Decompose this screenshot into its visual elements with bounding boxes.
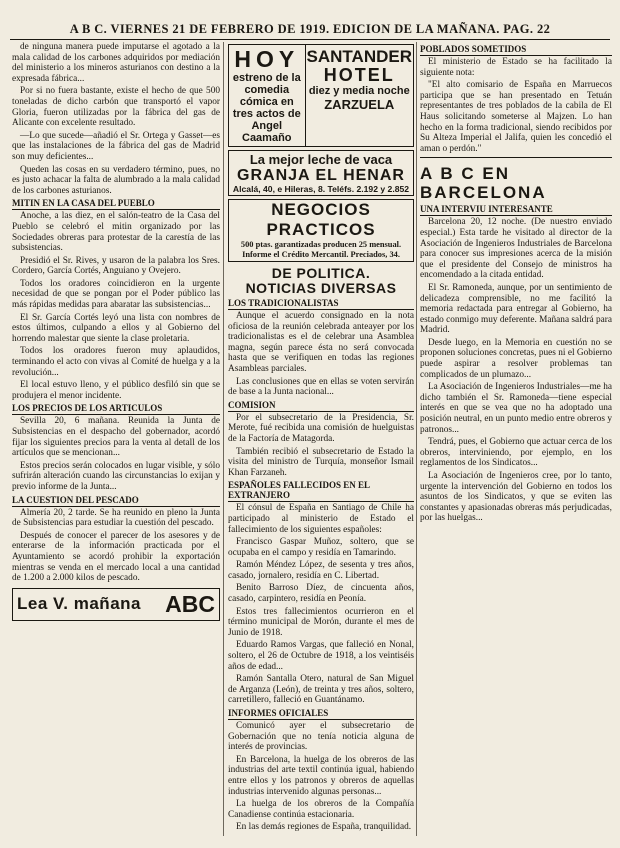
business-ad-text: 500 ptas. garantizadas producen 25 mensual. Informe el Crédito Mercantil. Preciados, 34. bbox=[240, 240, 402, 259]
column-2 bbox=[228, 42, 414, 838]
column-divider bbox=[223, 42, 224, 836]
business-ad-title: NEGOCIOS PRACTICOS bbox=[266, 200, 376, 239]
section-heading: INFORMES OFICIALES bbox=[228, 708, 414, 720]
paragraph: El ministerio de Estado se ha facilitado la siguiente nota: bbox=[420, 57, 612, 78]
milk-ad bbox=[228, 150, 414, 196]
milk-ad-address: Alcalá, 40, e Hileras, 8. Teléfs. 2.192 y 2.852 bbox=[232, 184, 410, 194]
paragraph: El cónsul de España en Santiago de Chile ha participado al ministerio de Estado el fallecimiento de los siguientes españoles: bbox=[228, 503, 414, 535]
paragraph: En las demás regiones de España, tranquilidad. bbox=[236, 822, 412, 833]
column-divider bbox=[416, 42, 417, 836]
hoy-title: HOY bbox=[234, 46, 300, 72]
hotel-title: HOTEL bbox=[323, 65, 395, 85]
paragraph: Queden las cosas en su verdadero término, pues, no es justo achacar la falta de alumbrado a la mala calidad de los carbones asturianos. bbox=[12, 164, 220, 196]
business-ad bbox=[228, 199, 414, 262]
paragraph: Francisco Gaspar Muñoz, soltero, que se ocupaba en el campo y residía en Tamarindo. bbox=[228, 537, 414, 558]
paragraph: Estos tres fallecimientos ocurrieron en el término municipal de Morón, durante el mes de Junio de 1918. bbox=[228, 606, 414, 638]
abc-ad bbox=[12, 588, 220, 621]
paragraph: Benito Barroso Díez, de cincuenta años, casado, carpintero, residía en Peonía. bbox=[228, 583, 414, 605]
paragraph: El local estuvo lleno, y el público desfiló sin que se produjera el menor incidente. bbox=[12, 380, 220, 401]
paragraph: "El alto comisario de España en Marruecos participa que se han presentado en Tetuán representantes de tres poblados de la cabila de El Haus solicitando someterse al Majzen. Lo han hecho en la forma tradicional, siendo recibidos por Su Alteza Imperial el Jalifa, quien les concedió el aman o perdón." bbox=[420, 80, 612, 154]
paragraph: Todos los oradores coincidieron en la urgente necesidad de que se pongan por el Poder público las más rápidas medidas para abaratar las subsistencias... bbox=[12, 278, 220, 311]
paragraph: Anoche, a las diez, en el salón-teatro de la Casa del Pueblo se celebró el mitin organizado por las Sociedades obreras para protestar de la carestía de las subsistencias. bbox=[12, 211, 220, 254]
section-heading: LOS PRECIOS DE LOS ARTICULOS bbox=[12, 403, 220, 415]
paragraph: También recibió el subsecretario de Estado la visita del ministro de Turquía, monseñor Ismail Khan Farzaneh. bbox=[228, 446, 414, 478]
column-3 bbox=[420, 42, 612, 838]
abc-logo: ABC bbox=[165, 590, 215, 617]
milk-ad-line: La mejor leche de vaca bbox=[249, 152, 393, 167]
paragraph: Ramón Méndez López, de sesenta y tres años, casado, jornalero, residía en C. Libertad. bbox=[228, 560, 414, 581]
paragraph: Ramón Santalla Otero, natural de San Miguel de Arganza (León), de treinta y tres años, soltero, carretillero, falleció en Guantánamo. bbox=[228, 674, 414, 706]
hoy-text: estreno de la comedia cómica en tres actos de Angel Caamaño bbox=[232, 72, 301, 144]
paragraph: Sevilla 20, 6 mañana. Reunida la Junta de Subsistencias en el despacho del gobernador, acordó fijar los siguientes precios para la venta al detall de los artículos que se mencionan... bbox=[12, 416, 220, 459]
hotel-subtitle: diez y media noche bbox=[308, 85, 410, 97]
section-heading: MITIN EN LA CASA DEL PUEBLO bbox=[12, 198, 220, 210]
abc-ad-text: Lea V. mañana bbox=[17, 594, 141, 614]
paragraph: de ninguna manera puede imputarse el agotado a la mala calidad de los carbones adquiridos por mediación del ministerio a los mineros asturianos con destino a la expresada fábrica... bbox=[12, 42, 220, 84]
paragraph: Tendrá, pues, el Gobierno que actuar cerca de los obreros, interviniendo, por ejemplo, en los reglamentos de los Sindicatos... bbox=[420, 437, 612, 469]
zarzuela-title: ZARZUELA bbox=[324, 97, 395, 112]
paragraph: El Sr. García Cortés leyó una lista con nombres de estos últimos, culpando a ellos y al Gobierno del horrendo malestar que siente la clase proletaria. bbox=[12, 312, 220, 344]
paragraph: La Asociación de Ingenieros cree, por lo tanto, urgente la intervención del Gobierno en todos los asuntos de los Sindicatos, y que se eviten las constantes y apasionadas obreras más perjudicadas, por las huelgas... bbox=[420, 471, 612, 524]
section-title: DE POLITICA. bbox=[271, 265, 371, 281]
paragraph: Por si no fuera bastante, existe el hecho de que 500 toneladas de dicho carbón que transportó el vapor Gloria, fueron utilizadas por la fábrica del gas de Alicante con excelente resultado. bbox=[12, 86, 220, 129]
section-heading: LA CUESTION DEL PESCADO bbox=[12, 495, 220, 507]
paragraph: Las conclusiones que en ellas se voten servirán de base a la Junta nacional... bbox=[228, 376, 414, 398]
paragraph: Después de conocer el parecer de los asesores y de enterarse de la información practicada por el Ayuntamiento se acordó prohibir la exportación mientras se venda en el mercado local a una cantidad de 1.200 a 2.000 kilos de pescado. bbox=[12, 530, 220, 584]
paragraph: Aunque el acuerdo consignado en la nota oficiosa de la reunión celebrada anteayer por los tradicionalistas es el de celebrar una Asamblea magna, según parece ésta no será convocada hasta que se verifiquen en todas las regiones Asambleas parciales. bbox=[228, 311, 414, 374]
paragraph: Desde luego, en la Memoria en cuestión no se proponen soluciones concretas, pues ni el Gobierno puede aspirar a resolver problemas tan complicados de un plumazo... bbox=[420, 337, 612, 380]
paragraph: La huelga de los obreros de la Compañía Canadiense continúa estacionaria. bbox=[228, 799, 414, 820]
column-1 bbox=[12, 42, 220, 838]
paragraph: Almería 20, 2 tarde. Se ha reunido en pleno la Junta de Subsistencias para estudiar la cuestión del pescado. bbox=[12, 507, 220, 529]
paragraph: Estos precios serán colocados en lugar visible, y sólo sufrirán alteración cuando las circunstancias lo exijan y previo informe de la Junta... bbox=[12, 460, 220, 492]
divider bbox=[420, 157, 612, 158]
paragraph: —Lo que sucede—añadió el Sr. Ortega y Gasset—es que las instalaciones de la fábrica del gas de Madrid son muy deficientes... bbox=[12, 130, 220, 162]
header-rule bbox=[10, 39, 610, 40]
paragraph: Todos los oradores fueron muy aplaudidos, terminando el acto con vivas al Comité de huelga y a la revolución... bbox=[12, 346, 220, 378]
section-title: NOTICIAS DIVERSAS bbox=[245, 280, 397, 296]
section-heading: LOS TRADICIONALISTAS bbox=[228, 298, 414, 310]
paragraph: La Asociación de Ingenieros Industriales—me ha dicho también el Sr. Ramoneda—tiene especial interés en que se vea que no ha adoptado una posición neutral, en un punto medio entre obreros y patronos... bbox=[420, 382, 612, 435]
paragraph: En Barcelona, la huelga de los obreros de las industrias del arte textil continúa igual, habiendo entre ellos y los patronos y obreros de aquellas industrias intervenido algunas personas... bbox=[228, 754, 414, 797]
paragraph: Presidió el Sr. Rives, y usaron de la palabra los Sres. Cordero, García Cortés, Anguiano y Ovejero. bbox=[12, 255, 220, 277]
section-heading: COMISION bbox=[228, 400, 414, 412]
paragraph: El Sr. Ramoneda, aunque, por un sentimiento de delicadeza comprensible, no me facilitó la memoria redactada para entregar al Gobierno, ha estado conmigo muy deferente. Mañana saldrá para Madrid. bbox=[420, 282, 612, 336]
paragraph: Por el subsecretario de la Presidencia, Sr. Merote, fué recibida una comisión de huelguistas de la Factoría de Matagorda. bbox=[228, 412, 414, 444]
section-heading: POBLADOS SOMETIDOS bbox=[420, 44, 612, 56]
santander-title: SANTANDER bbox=[306, 47, 412, 66]
paragraph: Barcelona 20, 12 noche. (De nuestro enviado especial.) Esta tarde he visitado al director de la Asociación de Ingenieros Industriales de Barcelona para conocer sus impresiones acerca de la misión que el presidente del Consejo de ministros ha encomendado a la citada entidad. bbox=[420, 217, 612, 281]
theater-ad bbox=[228, 44, 414, 147]
page-header: A B C. VIERNES 21 DE FEBRERO DE 1919. EDICION DE LA MAÑANA. PAG. 22 bbox=[69, 22, 551, 36]
section-title: A B C EN BARCELONA bbox=[420, 164, 547, 203]
milk-ad-brand: GRANJA EL HENAR bbox=[237, 167, 405, 184]
paragraph: Comunicó ayer el subsecretario de Gobernación que no tenía noticia alguna de interés de provincias. bbox=[228, 721, 414, 753]
section-heading: UNA INTERVIU INTERESANTE bbox=[420, 204, 612, 216]
paragraph: Eduardo Ramos Vargas, que falleció en Nonal, soltero, el 26 de Octubre de 1918, a los veintiséis años de edad... bbox=[228, 640, 414, 672]
section-heading: ESPAÑOLES FALLECIDOS EN EL EXTRANJERO bbox=[228, 480, 414, 502]
